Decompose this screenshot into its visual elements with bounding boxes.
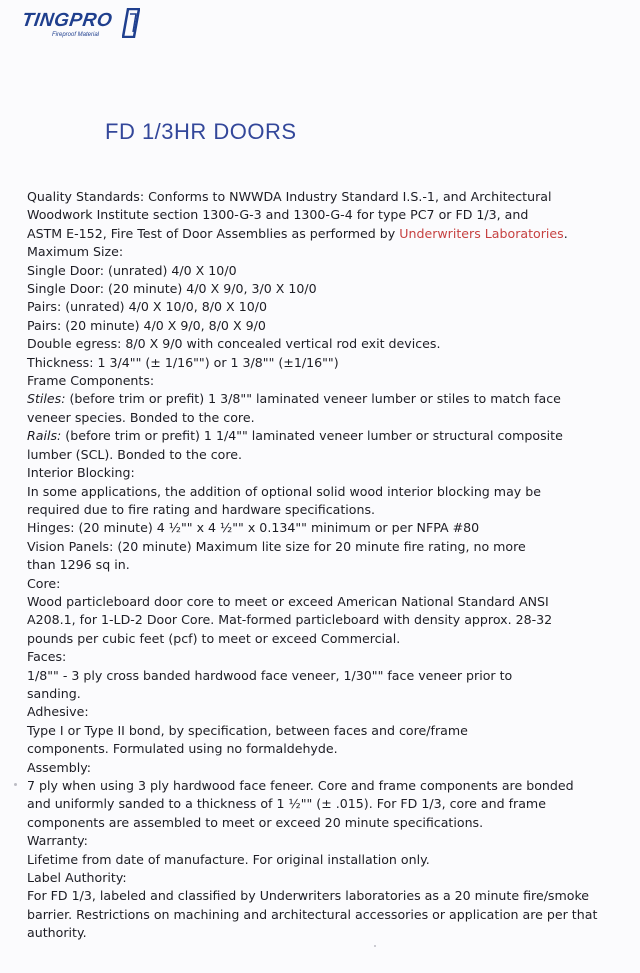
- frame-heading: Frame Components:: [27, 373, 155, 389]
- blocking-line: required due to fire rating and hardware specifications.: [27, 501, 376, 517]
- vision-panels-line: Vision Panels: (20 minute) Maximum lite size for 20 minute fire rating, no more: [27, 538, 526, 554]
- underwriters-link-text: Underwriters Laboratories: [399, 225, 564, 241]
- quality-line-3-text: ASTM E-152, Fire Test of Door Assemblies as performed by: [27, 225, 400, 241]
- assembly-line: and uniformly sanded to a thickness of 1 ½"" (± .015). For FD 1/3, core and frame: [27, 796, 546, 812]
- stiles-line-1: [27, 390, 617, 408]
- assembly-line: components are assembled to meet or exceed 20 minute specifications.: [27, 814, 484, 830]
- max-size-line: Thickness: 1 3/4"" (± 1/16"") or 1 3/8"" (±1/16""): [27, 354, 339, 370]
- faces-heading: Faces:: [27, 649, 67, 665]
- adhesive-heading: Adhesive:: [27, 704, 89, 720]
- page-title: FD 1/3HR DOORS: [105, 119, 297, 144]
- max-size-line: Pairs: (unrated) 4/0 X 10/0, 8/0 X 10/0: [27, 299, 267, 315]
- max-size-line: Single Door: (unrated) 4/0 X 10/0: [27, 262, 237, 278]
- quality-line-1: Quality Standards: Conforms to NWWDA Industry Standard I.S.-1, and Architectural: [27, 189, 552, 204]
- core-line: Wood particleboard door core to meet or exceed American National Standard ANSI: [27, 593, 549, 609]
- stiles-label: Stiles:: [27, 391, 66, 407]
- faces-line: 1/8"" - 3 ply cross banded hardwood face veneer, 1/30"" face veneer prior to: [27, 667, 513, 683]
- quality-line-3-end: .: [563, 225, 568, 241]
- rails-line-2: lumber (SCL). Bonded to the core.: [27, 446, 242, 462]
- rails-line-1: [27, 427, 617, 445]
- max-size-line: Double egress: 8/0 X 9/0 with concealed vertical rod exit devices.: [27, 336, 441, 352]
- core-line: A208.1, for 1-LD-2 Door Core. Mat-formed particleboard with density approx. 28-32: [27, 612, 553, 628]
- warranty-heading: Warranty:: [27, 833, 88, 849]
- max-size-heading: Maximum Size:: [27, 244, 124, 260]
- core-heading: Core:: [27, 575, 61, 591]
- label-authority-line: For FD 1/3, labeled and classified by Underwriters laboratories as a 20 minute fire/smoke: [27, 888, 590, 904]
- rails-label: Rails:: [27, 428, 62, 444]
- blocking-heading: Interior Blocking:: [27, 465, 135, 481]
- scan-speck: [14, 783, 17, 786]
- spec-content: [27, 188, 617, 943]
- max-size-line: Single Door: (20 minute) 4/0 X 9/0, 3/0 X 10/0: [27, 281, 317, 297]
- adhesive-line: Type I or Type II bond, by specification, between faces and core/frame: [27, 722, 468, 738]
- logo-mark-icon: [122, 8, 140, 38]
- max-size-line: Pairs: (20 minute) 4/0 X 9/0, 8/0 X 9/0: [27, 317, 266, 333]
- rails-text: (before trim or prefit) 1 1/4"" laminated veneer lumber or structural composite: [61, 428, 563, 444]
- logo-tagline: Fireproof Material: [52, 32, 100, 38]
- stiles-text: (before trim or prefit) 1 3/8"" laminated veneer lumber or stiles to match face: [65, 391, 561, 407]
- assembly-line: 7 ply when using 3 ply hardwood face feneer. Core and frame components are bonded: [27, 778, 574, 793]
- label-authority-heading: Label Authority:: [27, 870, 127, 886]
- scan-speck: [374, 945, 376, 947]
- assembly-heading: Assembly:: [27, 759, 92, 775]
- label-authority-line: authority.: [27, 925, 87, 941]
- blocking-line: In some applications, the addition of optional solid wood interior blocking may be: [27, 483, 541, 499]
- warranty-line: Lifetime from date of manufacture. For original installation only.: [27, 851, 430, 867]
- stiles-line-2: veneer species. Bonded to the core.: [27, 409, 255, 425]
- label-authority-line: barrier. Restrictions on machining and architectural accessories or application are per that: [27, 906, 598, 922]
- quality-line-2: Woodwork Institute section 1300-G-3 and 1300-G-4 for type PC7 or FD 1/3, and: [27, 207, 529, 223]
- adhesive-line: components. Formulated using no formaldehyde.: [27, 741, 338, 757]
- faces-line: sanding.: [27, 685, 81, 701]
- core-line: pounds per cubic feet (pcf) to meet or exceed Commercial.: [27, 630, 401, 646]
- logo-wordmark: TINGPRO: [20, 10, 114, 31]
- quality-line-3: [27, 225, 617, 243]
- hinges-line: Hinges: (20 minute) 4 ½"" x 4 ½"" x 0.134"" minimum or per NFPA #80: [27, 520, 480, 536]
- vision-panels-line: than 1296 sq in.: [27, 557, 130, 573]
- tingpro-logo: [22, 6, 140, 46]
